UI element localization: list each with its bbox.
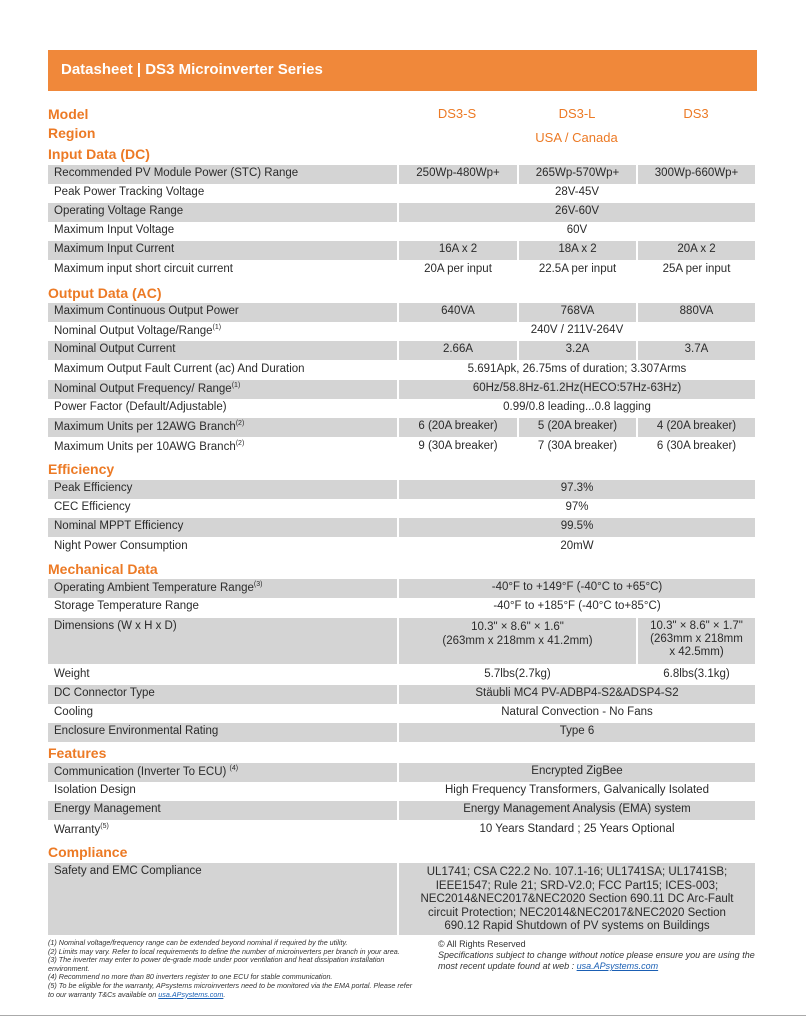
spec-label: Warranty$^{(5)}$: [54, 823, 109, 836]
spec-value: 5.691Apk, 26.75ms of duration; 3.307Arms: [467, 363, 687, 375]
spec-value: 97%: [565, 501, 589, 513]
spec-label: Nominal Output Voltage/Range$^{(1)}$: [54, 324, 222, 337]
footnotes: [48, 939, 418, 999]
website-link[interactable]: usa.APsystems.com: [576, 961, 659, 971]
spec-label: Maximum Input Voltage: [54, 224, 175, 236]
spec-row-pv-power: [48, 165, 757, 184]
spec-row-night-power: [48, 538, 757, 557]
spec-value: 5 (20A breaker): [519, 418, 636, 437]
spec-value: 768VA: [519, 303, 636, 322]
spec-label: Maximum Units per 10AWG Branch$^{(2)}$: [54, 440, 245, 453]
spec-row-power-factor: [48, 399, 757, 418]
spec-row-nominal-voltage: [48, 322, 757, 341]
spec-row-short-circuit: [48, 261, 757, 280]
spec-value: 2.66A: [399, 341, 517, 360]
spec-row-energy-management: [48, 801, 757, 820]
model-ds3-l: DS3-L: [558, 106, 596, 121]
copyright-text: © All Rights Reserved: [438, 939, 526, 949]
spec-value: 18A x 2: [519, 241, 636, 260]
spec-label: Energy Management: [48, 801, 397, 820]
spec-label: Isolation Design: [54, 784, 136, 796]
spec-row-10awg: [48, 438, 757, 457]
datasheet-banner: [48, 50, 757, 91]
spec-value: 3.7A: [638, 341, 755, 360]
spec-row-cec-efficiency: [48, 499, 757, 518]
spec-label: Communication (Inverter To ECU) $^{(4)}$: [48, 763, 397, 782]
spec-row-mppt-efficiency: [48, 518, 757, 537]
spec-row-12awg: [48, 418, 757, 437]
spec-label: Safety and EMC Compliance: [48, 863, 397, 935]
spec-value: 6 (20A breaker): [399, 418, 517, 437]
spec-value: 250Wp-480Wp+: [399, 165, 517, 184]
spec-value: 99.5%: [399, 518, 755, 537]
footnote-3: (3) The inverter may enter to power de-grade mode under poor ventilation and heat dissipation installation environment.: [48, 955, 385, 973]
spec-label: Peak Power Tracking Voltage: [54, 186, 205, 198]
spec-value: -40°F to +185°F (-40°C to+85°C): [493, 600, 661, 612]
spec-row-max-input-current: [48, 241, 757, 260]
spec-label: Peak Efficiency: [48, 480, 397, 499]
spec-value: Energy Management Analysis (EMA) system: [399, 801, 755, 820]
spec-label: DC Connector Type: [48, 685, 397, 704]
spec-value: 10.3" × 8.6" × 1.6" (263mm x 218mm x 41.2mm): [399, 618, 636, 664]
section-efficiency: Efficiency: [48, 461, 115, 477]
spec-value: 0.99/0.8 leading...0.8 lagging: [503, 401, 651, 413]
footnote-4: (4) Recommend no more than 80 inverters register to one ECU for stable communication.: [48, 972, 333, 982]
section-mechanical-data: Mechanical Data: [48, 561, 158, 577]
spec-label: Maximum Units per 12AWG Branch$^{(2)}$: [48, 418, 397, 437]
spec-label: Maximum Output Fault Current (ac) And Duration: [54, 363, 305, 375]
spec-value: UL1741; CSA C22.2 No. 107.1-16; UL1741SA; UL1741SB; IEEE1547; Rule 21; SRD-V2.0; FCC Part15; ICES-003; NEC2014&NEC2017&NEC2020 Section 690.11 DC Arc-Fault circuit Protection; NEC2014&NEC2017&NEC2020 Section 690.12 Rapid Shutdown of PV systems on Buildings: [399, 863, 755, 935]
spec-row-fault-current: [48, 361, 757, 380]
spec-label: Weight: [54, 668, 90, 680]
spec-value: 300Wp-660Wp+: [638, 165, 755, 184]
footnote-2: (2) Limits may vary. Refer to local requirements to define the number of microinverters per branch in your area.: [48, 946, 400, 956]
spec-value: 640VA: [399, 303, 517, 322]
spec-value: 6 (30A breaker): [656, 440, 737, 452]
region-label: Region: [48, 125, 96, 141]
spec-row-cooling: [48, 704, 757, 723]
spec-value: 97.3%: [399, 480, 755, 499]
spec-change-notice: Specifications subject to change without notice please ensure you are using the most recent update found at web : usa.APsystems.com: [438, 950, 755, 971]
spec-row-max-output-power: [48, 303, 757, 322]
spec-row-communication: [48, 763, 757, 782]
spec-row-isolation: [48, 782, 757, 801]
spec-label: Dimensions (W x H x D): [48, 618, 397, 664]
spec-row-enclosure: [48, 723, 757, 742]
spec-value: 240V / 211V-264V: [530, 324, 624, 336]
spec-row-operating-temp: [48, 579, 757, 598]
spec-row-operating-voltage: [48, 203, 757, 222]
spec-label: Maximum Continuous Output Power: [48, 303, 397, 322]
spec-row-peak-efficiency: [48, 480, 757, 499]
footnote-1: (1) Nominal voltage/frequency range can be extended beyond nominal if required by the utility.: [48, 938, 348, 947]
spec-row-warranty: [48, 821, 757, 840]
spec-label: Recommended PV Module Power (STC) Range: [48, 165, 397, 184]
section-features: Features: [48, 745, 107, 761]
model-ds3: DS3: [683, 106, 709, 121]
spec-value: 25A per input: [662, 263, 731, 275]
spec-value: Encrypted ZigBee: [399, 763, 755, 782]
spec-row-safety-emc: [48, 863, 757, 935]
spec-label: Nominal Output Frequency/ Range$^{(1)}$: [48, 380, 397, 399]
spec-row-max-input-voltage: [48, 222, 757, 241]
spec-value: 60Hz/58.8Hz-61.2Hz(HECO:57Hz-63Hz): [399, 380, 755, 399]
spec-value: 880VA: [638, 303, 755, 322]
spec-row-weight: [48, 666, 757, 685]
spec-label: Storage Temperature Range: [54, 600, 199, 612]
spec-value: 9 (30A breaker): [418, 440, 498, 452]
spec-row-peak-tracking: [48, 184, 757, 203]
footnote-5: (5) To be eligible for the warranty, APsystems microinverters need to be monitored via the EMA portal. Please refer to our warranty T&Cs available on usa.APsystems.com.: [48, 980, 413, 999]
spec-label: Power Factor (Default/Adjustable): [54, 401, 227, 413]
model-label: Model: [48, 106, 89, 122]
spec-value: 3.2A: [519, 341, 636, 360]
footnote-website-link[interactable]: usa.APsystems.com: [158, 989, 224, 999]
section-output-data: Output Data (AC): [48, 285, 162, 301]
spec-value: 5.7lbs(2.7kg): [484, 668, 551, 680]
spec-label: Operating Voltage Range: [48, 203, 397, 222]
spec-value: Natural Convection - No Fans: [501, 706, 653, 718]
spec-value: 20mW: [560, 540, 594, 552]
spec-value: 10 Years Standard ; 25 Years Optional: [479, 823, 675, 835]
spec-value: Stäubli MC4 PV-ADBP4-S2&ADSP4-S2: [399, 685, 755, 704]
spec-value: 4 (20A breaker): [638, 418, 755, 437]
spec-value: 16A x 2: [399, 241, 517, 260]
spec-value: 22.5A per input: [538, 263, 617, 275]
spec-row-nominal-current: [48, 341, 757, 360]
spec-row-dimensions: [48, 618, 757, 664]
spec-value: 6.8lbs(3.1kg): [663, 668, 730, 680]
region-value: USA / Canada: [535, 130, 618, 145]
spec-value: 7 (30A breaker): [537, 440, 618, 452]
spec-label: Night Power Consumption: [54, 540, 188, 552]
bottom-divider: [0, 1015, 806, 1016]
spec-value: 26V-60V: [399, 203, 755, 222]
spec-row-frequency: [48, 380, 757, 399]
spec-label: Nominal Output Current: [48, 341, 397, 360]
spec-label: CEC Efficiency: [54, 501, 131, 513]
spec-label: Cooling: [54, 706, 93, 718]
rights-notice: [438, 939, 756, 972]
spec-value: 60V: [566, 224, 588, 236]
spec-label: Maximum input short circuit current: [54, 263, 233, 275]
section-input-data: Input Data (DC): [48, 146, 150, 162]
model-ds3-s: DS3-S: [437, 106, 477, 121]
spec-value: Type 6: [399, 723, 755, 742]
banner-title: Datasheet | DS3 Microinverter Series: [61, 61, 323, 78]
spec-value: 28V-45V: [554, 186, 600, 198]
spec-row-storage-temp: [48, 598, 757, 617]
spec-value: -40°F to +149°F (-40°C to +65°C): [399, 579, 755, 598]
spec-label: Maximum Input Current: [48, 241, 397, 260]
spec-value: High Frequency Transformers, Galvanically Isolated: [445, 784, 709, 796]
spec-value: 10.3" × 8.6" × 1.7" (263mm x 218mm x 42.5mm): [638, 618, 755, 664]
spec-label: Nominal MPPT Efficiency: [48, 518, 397, 537]
spec-value: 20A per input: [424, 263, 492, 275]
spec-value: 265Wp-570Wp+: [519, 165, 636, 184]
spec-value: 20A x 2: [638, 241, 755, 260]
spec-label: Operating Ambient Temperature Range$^{(3)}$: [48, 579, 397, 598]
spec-row-dc-connector: [48, 685, 757, 704]
section-compliance: Compliance: [48, 844, 128, 860]
spec-label: Enclosure Environmental Rating: [48, 723, 397, 742]
